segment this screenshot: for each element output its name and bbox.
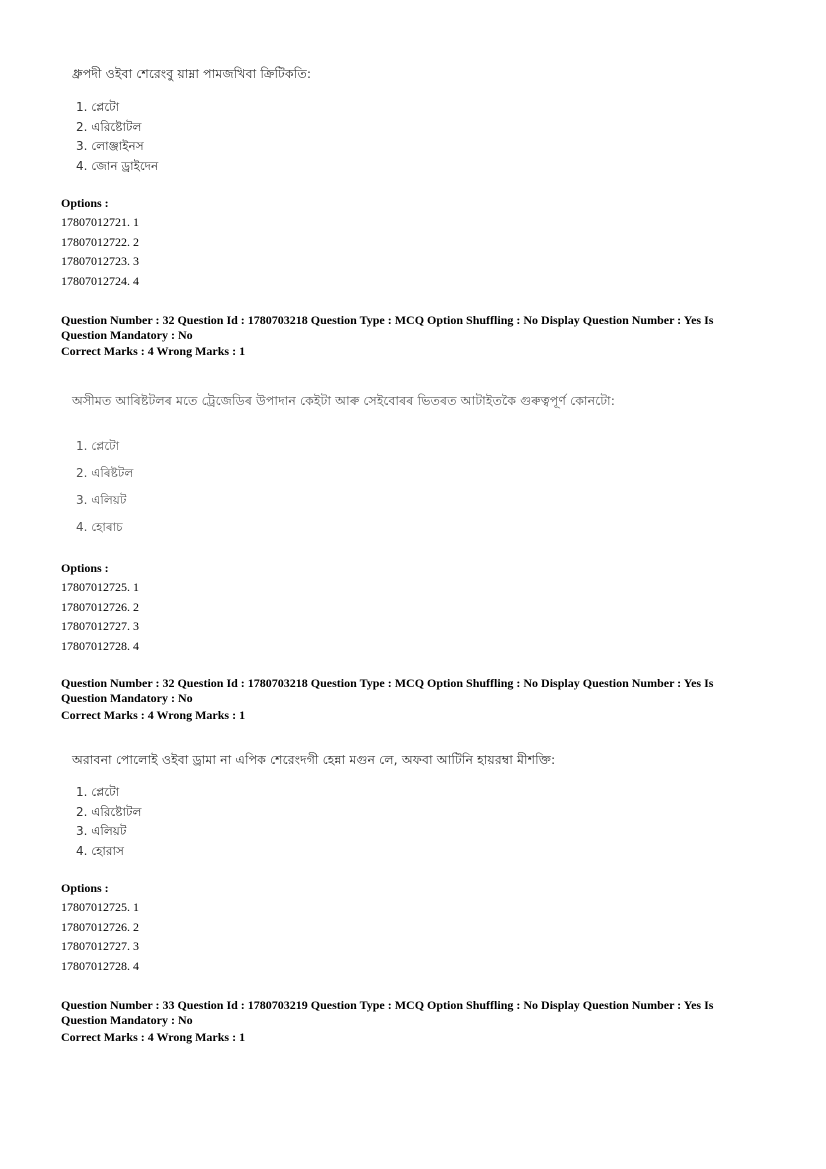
option-row: 17807012726. 2 xyxy=(61,599,139,614)
options-label: Options : xyxy=(61,196,109,210)
options-list xyxy=(61,578,139,656)
question-header-line: Question Number : 33 Question Id : 1780703219 Question Type : MCQ Option Shuffling : No Display Question Number : Yes Is xyxy=(61,998,714,1012)
question-image-option: 2. এরিষ্টোটল xyxy=(76,804,142,819)
option-row: 17807012722. 2 xyxy=(61,234,139,249)
question-image-options xyxy=(76,433,133,541)
question-header-line: Question Mandatory : No xyxy=(61,691,193,705)
question-image-option: 3. এলিয়ট xyxy=(76,824,127,838)
option-row: 17807012725. 1 xyxy=(61,900,139,914)
option-row: 17807012727. 3 xyxy=(61,619,139,633)
options-label: Options : xyxy=(61,561,109,575)
option-row: 17807012726. 2 xyxy=(61,919,139,934)
question-header-line: Question Mandatory : No xyxy=(61,1013,193,1027)
options-list xyxy=(61,213,139,291)
question-stem: অসীমত আৰিষ্টটলৰ মতে ট্ৰেজেডিৰ উপাদান কেইটা আৰু সেইবোৰৰ ভিতৰত আটাইতকৈ গুৰুত্বপূৰ্ণ কোনটো: xyxy=(72,393,616,408)
option-row: 17807012728. 4 xyxy=(61,638,139,653)
options-list xyxy=(61,898,139,976)
question-header xyxy=(61,998,761,1028)
question-image-option: 1. প্লেটো xyxy=(76,100,120,114)
question-image-option: 3. এলিয়ট xyxy=(76,493,127,507)
question-image-option: 4. হোৰাচ xyxy=(76,520,123,534)
question-image xyxy=(72,393,615,413)
marks-line: Correct Marks : 4 Wrong Marks : 1 xyxy=(61,344,246,358)
options-label: Options : xyxy=(61,881,109,895)
question-header-line: Question Mandatory : No xyxy=(61,328,193,342)
question-image xyxy=(72,752,555,772)
question-image xyxy=(72,66,311,86)
question-image-option: 1. প্লেটো xyxy=(76,439,120,453)
question-image-options xyxy=(76,98,158,176)
question-image-option: 3. লোঞ্জাইনস xyxy=(76,139,144,153)
question-image-options xyxy=(76,783,141,861)
option-row: 17807012723. 3 xyxy=(61,254,139,268)
question-header-line: Question Number : 32 Question Id : 1780703218 Question Type : MCQ Option Shuffling : No Display Question Number : Yes Is xyxy=(61,676,714,690)
marks-line: Correct Marks : 4 Wrong Marks : 1 xyxy=(61,1030,246,1044)
question-image-option: 2. এরিষ্টোটল xyxy=(76,119,142,134)
question-image-option: 4. জোন ড্রাইদেন xyxy=(76,158,159,173)
marks-line: Correct Marks : 4 Wrong Marks : 1 xyxy=(61,708,246,722)
question-header xyxy=(61,313,761,343)
option-row: 17807012727. 3 xyxy=(61,939,139,953)
question-stem: ধ্রুপদী ওইবা শেরেংবু য়াম্না পামজখিবা ক্রিটিকতি: xyxy=(72,66,312,81)
question-header xyxy=(61,676,761,706)
option-row: 17807012721. 1 xyxy=(61,215,139,229)
question-image-option: 1. প্লেটো xyxy=(76,785,120,799)
option-row: 17807012724. 4 xyxy=(61,273,139,288)
question-stem: অরাবনা পোলোই ওইবা ড্রামা না এপিক শেরেংদগী হেন্না মগুন লে, অফবা আটিনি হায়রম্বা মীশক্তি: xyxy=(72,752,556,767)
option-row: 17807012725. 1 xyxy=(61,580,139,594)
option-row: 17807012728. 4 xyxy=(61,958,139,973)
question-image-option: 4. হোরাস xyxy=(76,843,124,858)
question-header-line: Question Number : 32 Question Id : 1780703218 Question Type : MCQ Option Shuffling : No Display Question Number : Yes Is xyxy=(61,313,714,327)
question-image-option: 2. এৰিষ্টটল xyxy=(76,466,134,480)
